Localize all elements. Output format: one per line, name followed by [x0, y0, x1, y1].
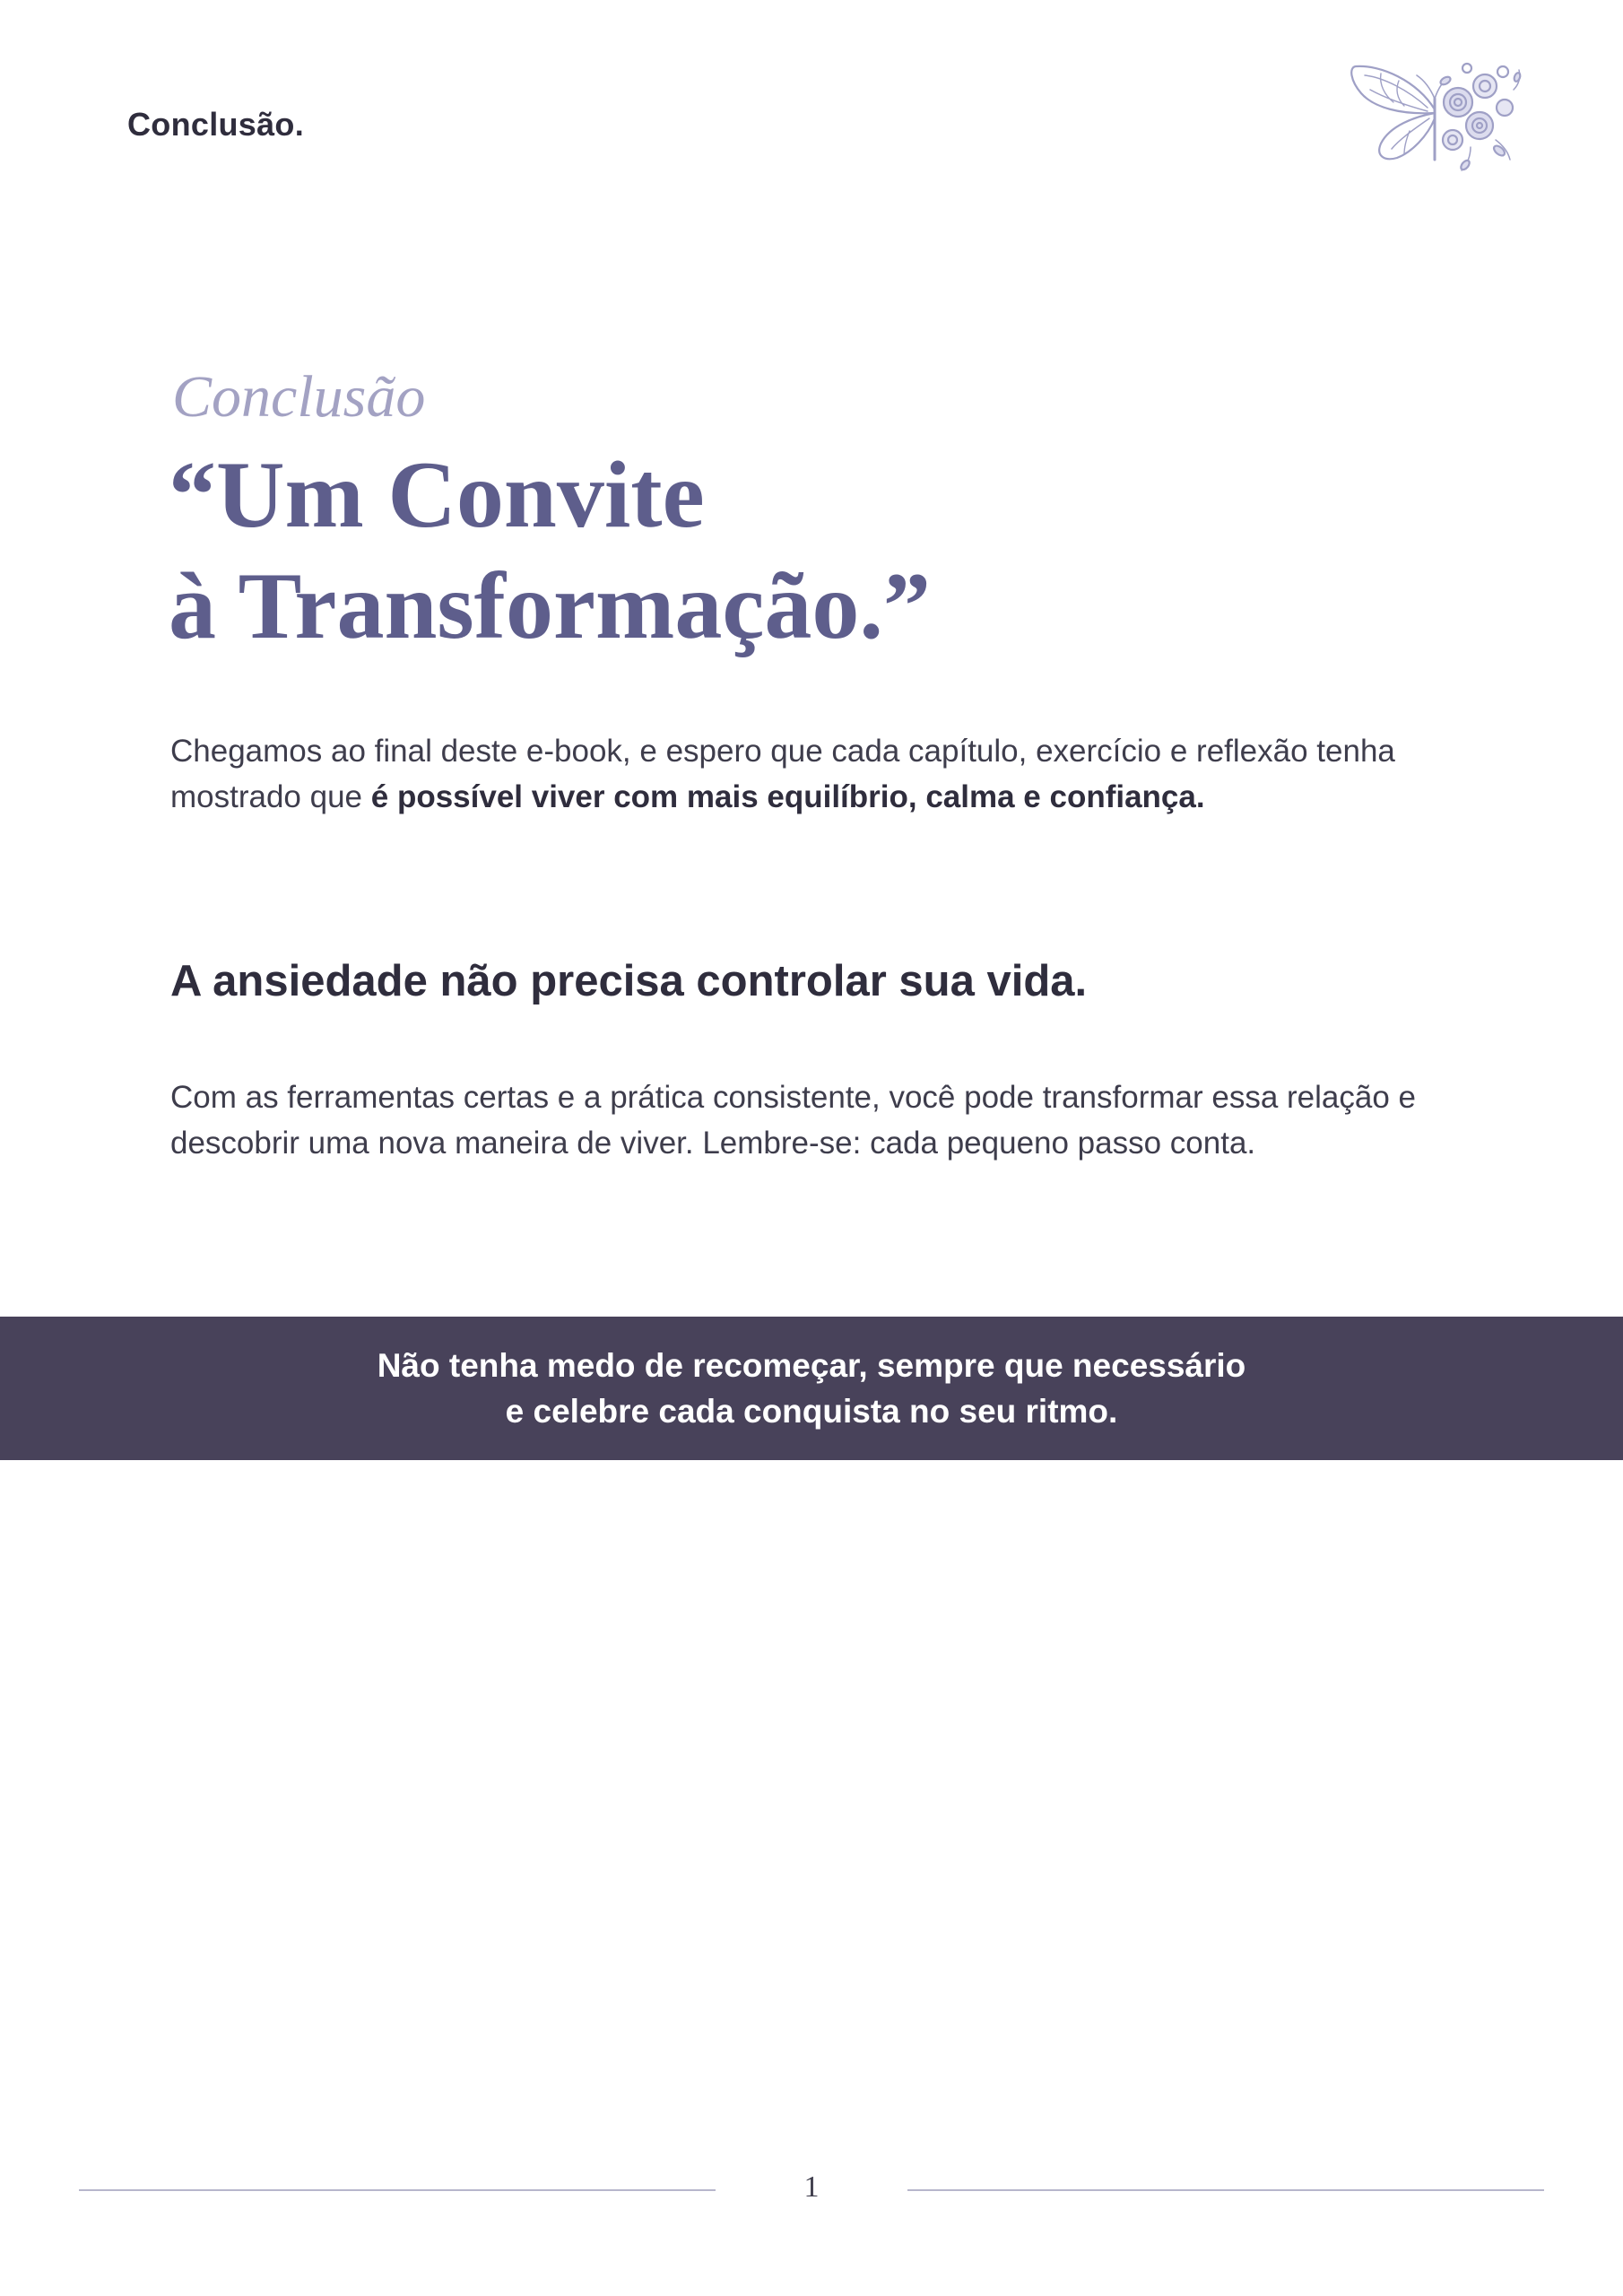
footer-divider-right — [907, 2189, 1544, 2191]
section-body: Com as ferramentas certas e a prática consistente, você pode transformar essa relação e descobrir uma nova maneira de viver. Lembre-se: cada pequeno passo conta. — [170, 1080, 1416, 1161]
banner-line-2: e celebre cada conquista no seu ritmo. — [505, 1393, 1118, 1430]
quote-banner — [0, 1317, 1623, 1460]
section-label: Conclusão. — [127, 106, 305, 143]
butterfly-floral-icon — [1345, 54, 1524, 179]
page-number: 1 — [803, 2170, 820, 2204]
intro-paragraph — [170, 728, 1480, 820]
intro-text: Chegamos ao final deste e-book, e espero que cada capítulo, exercício e reflexão tenha mostrado que — [170, 734, 1395, 814]
intro-emphasis: é possível viver com mais equilíbrio, calma e confiança. — [370, 779, 1205, 814]
page-title-line-2: à Transformação.” — [169, 553, 931, 658]
page-title-line-1: “Um Convite — [169, 442, 705, 547]
banner-text — [378, 1343, 1246, 1434]
section-heading: A ansiedade não precisa controlar sua vida. — [170, 957, 1088, 1005]
page-title — [169, 439, 931, 662]
footer-divider-left — [79, 2189, 716, 2191]
chapter-eyebrow: Conclusão — [172, 364, 426, 430]
banner-line-1: Não tenha medo de recomeçar, sempre que necessário — [377, 1347, 1246, 1384]
